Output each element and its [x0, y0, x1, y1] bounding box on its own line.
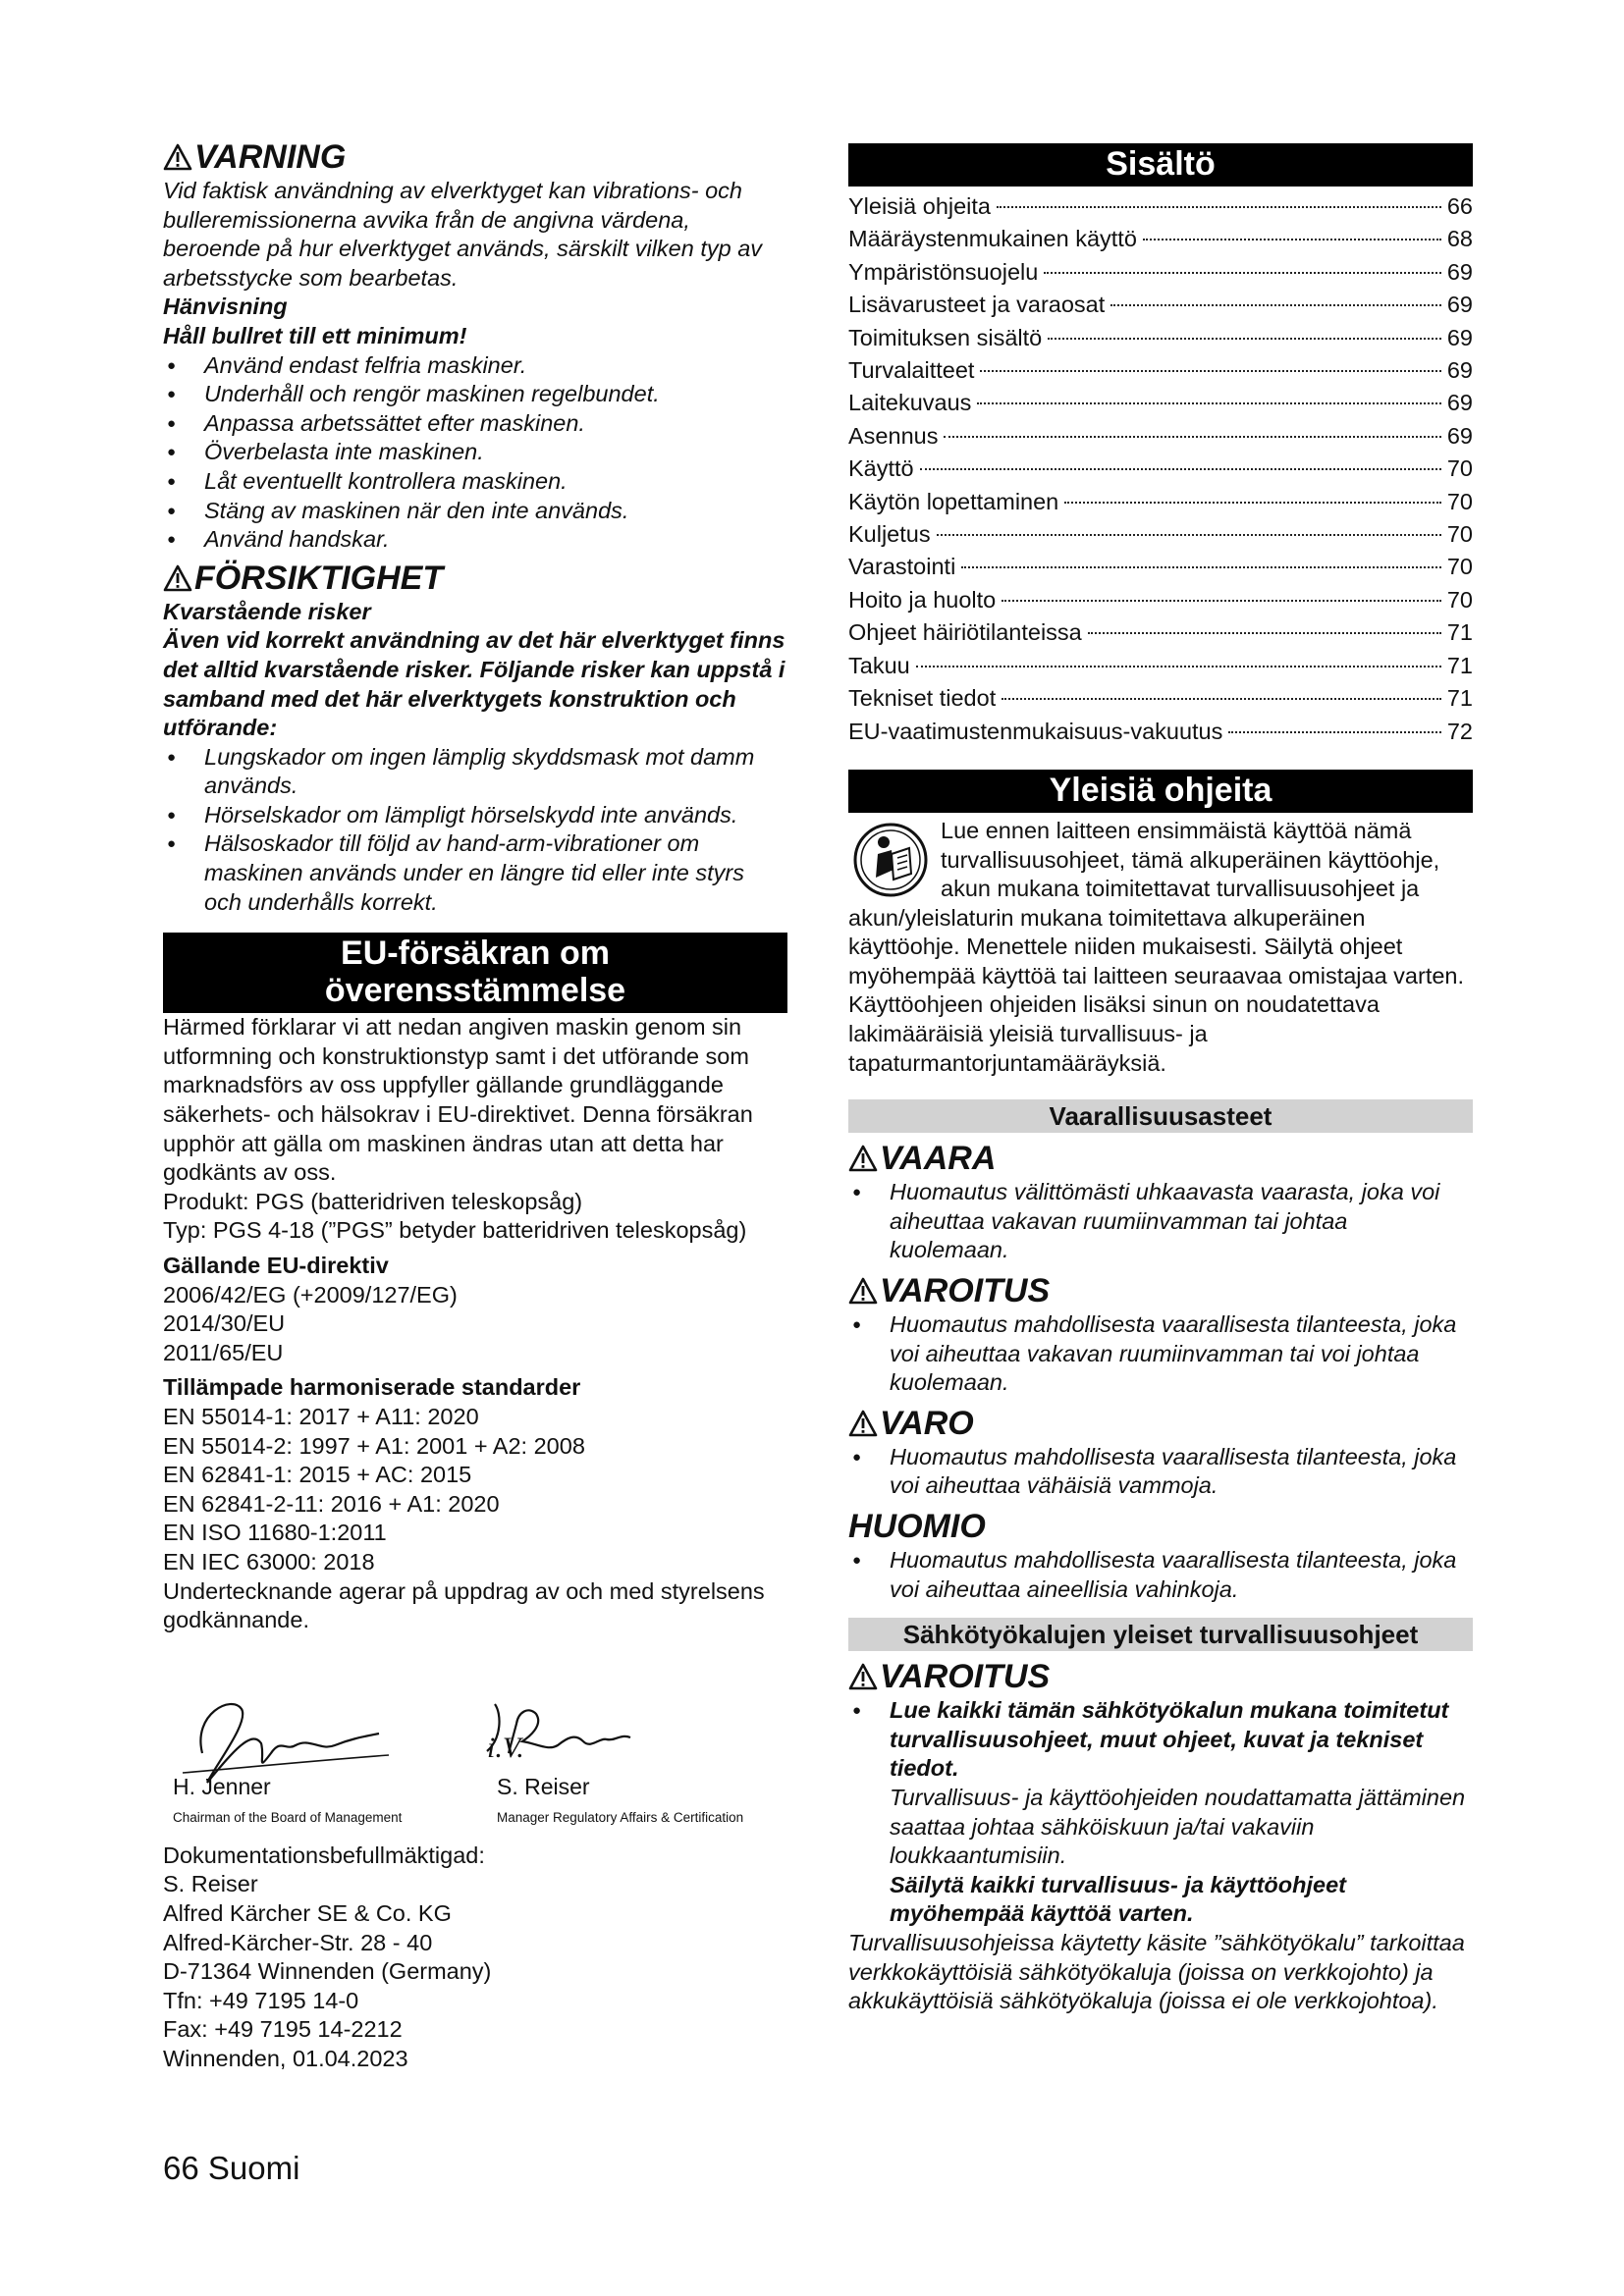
vaara-heading: VAARA [848, 1139, 1473, 1178]
eu-type: Typ: PGS 4-18 (”PGS” betyder batteridriven teleskopsåg) [163, 1217, 747, 1244]
list-item: ● Huomautus mahdollisesta vaarallisesta tilanteesta, joka voi aiheuttaa vähäisiä vammoja. [848, 1443, 1473, 1501]
general-intro: Lue ennen laitteen ensimmäistä käyttöä nämä turvallisuusohjeet, tämä alkuperäinen käyttöohje, akun mukana toimitettavat turvallisuusohjeet ja akun/yleislaturin mukana toimitettava alkuperäinen käyttöohje. Menettele niiden mukaisesti. Säilytä ohjeet myöhempää käyttöä tai laitteen seuraavaa omistajaa varten. [848, 817, 1465, 988]
toc-row[interactable]: Käytön lopettaminen 70 [848, 488, 1473, 514]
standards-label: Tillämpade harmoniserade standarder [163, 1374, 581, 1401]
list-item: ● Låt eventuellt kontrollera maskinen. [163, 467, 787, 497]
standard-item: EN 55014-1: 2017 + A11: 2020 [163, 1403, 479, 1429]
eu-product: Produkt: PGS (batteridriven teleskopsåg) [163, 1188, 583, 1214]
doc-line: Winnenden, 01.04.2023 [163, 2045, 408, 2071]
right-column [848, 143, 1473, 2016]
signer1-role: Chairman of the Board of Management [173, 1809, 403, 1825]
toc-row[interactable]: Varastointi 70 [848, 554, 1473, 580]
doc-line: Alfred Kärcher SE & Co. KG [163, 1899, 452, 1926]
toc-row[interactable]: Kuljetus 70 [848, 521, 1473, 548]
page-footer [163, 2150, 299, 2187]
toc-row[interactable]: Laitekuvaus 69 [848, 390, 1473, 416]
list-item: ● Använd endast felfria maskiner. [163, 351, 787, 381]
doc-line: Alfred-Kärcher-Str. 28 - 40 [163, 1929, 433, 1955]
standard-item: EN 55014-2: 1997 + A1: 2001 + A2: 2008 [163, 1432, 585, 1459]
signers-note: Undertecknande agerar på uppdrag av och med styrelsens godkännande. [163, 1577, 765, 1633]
directives-label: Gällande EU-direktiv [163, 1253, 389, 1278]
standard-item: EN IEC 63000: 2018 [163, 1548, 375, 1575]
varo-heading: VARO [848, 1404, 1473, 1443]
signer1-name: H. Jenner [173, 1773, 271, 1799]
list-item: ● Huomautus mahdollisesta vaarallisesta tilanteesta, joka voi aiheuttaa aineellisia vahinkoja. [848, 1546, 1473, 1604]
list-item: ● Huomautus välittömästi uhkaavasta vaarasta, joka voi aiheuttaa vakavan ruumiinvamman tai johtaa kuolemaan. [848, 1178, 1473, 1265]
doc-line: Tfn: +49 7195 14-0 [163, 1987, 359, 2013]
eu-declaration-title: EU-försäkran om överensstämmelse [163, 933, 787, 1013]
toc-title: Sisältö [848, 143, 1473, 187]
kvarstaende-emph: Även vid korrekt användning av det här elverktyget finns det alltid kvarstående risker. Följande risker kan uppstå i samband med det här elverktygets konstruktion och utförande: [163, 627, 785, 741]
warning-icon [848, 1410, 878, 1437]
forsiktighet-list [163, 743, 787, 918]
power-list [848, 1696, 1473, 1929]
hazard-levels-title: Vaarallisuusasteet [848, 1099, 1473, 1133]
standard-item: EN ISO 11680-1:2011 [163, 1520, 387, 1546]
list-item: ● Lungskador om ingen lämplig skyddsmask mot damm används. [163, 743, 787, 801]
directive-item: 2006/42/EG (+2009/127/EG) [163, 1281, 458, 1308]
hanvisning-label: Hänvisning [163, 294, 288, 320]
toc-row[interactable]: Määräystenmukainen käyttö 68 [848, 226, 1473, 252]
signature-graphic [163, 1635, 787, 1832]
doc-line: Dokumentationsbefullmäktigad: [163, 1842, 485, 1868]
toc-row[interactable]: Takuu 71 [848, 652, 1473, 678]
toc-row[interactable]: Käyttö 70 [848, 455, 1473, 482]
standard-item: EN 62841-1: 2015 + AC: 2015 [163, 1462, 472, 1488]
power-varoitus-heading: VAROITUS [848, 1657, 1473, 1696]
varo-list [848, 1443, 1473, 1501]
list-item: ● Huomautus mahdollisesta vaarallisesta tilanteesta, joka voi aiheuttaa vakavan ruumiinvamman tai voi johtaa kuolemaan. [848, 1310, 1473, 1398]
svg-text:i.V.: i.V. [487, 1731, 524, 1764]
jenner-signature [200, 1704, 379, 1783]
list-item: ● Använd handskar. [163, 525, 787, 555]
signer2-name: S. Reiser [497, 1773, 590, 1799]
list-item: ● Stäng av maskinen när den inte används. [163, 497, 787, 526]
varning-list [163, 351, 787, 555]
huomio-heading: HUOMIO [848, 1508, 986, 1545]
general-title: Yleisiä ohjeita [848, 770, 1473, 813]
varoitus-heading: VAROITUS [848, 1271, 1473, 1310]
warning-icon [848, 1277, 878, 1305]
warning-icon [163, 564, 192, 592]
toc-row[interactable]: Hoito ja huolto 70 [848, 586, 1473, 613]
general-intro-block [848, 817, 1473, 991]
read-manual-icon [848, 821, 933, 899]
toc-row[interactable]: Ympäristönsuojelu 69 [848, 258, 1473, 285]
list-item: ● Anpassa arbetssättet efter maskinen. [163, 409, 787, 439]
page-number: 66 [163, 2150, 199, 2186]
warning-icon [163, 143, 192, 171]
doc-line: D-71364 Winnenden (Germany) [163, 1958, 492, 1985]
toc-row[interactable]: Tekniset tiedot 71 [848, 685, 1473, 712]
huomio-list [848, 1546, 1473, 1604]
toc-row[interactable]: Ohjeet häiriötilanteissa 71 [848, 619, 1473, 646]
signature-block [163, 1635, 787, 1832]
warning-icon [848, 1663, 878, 1690]
directive-item: 2014/30/EU [163, 1310, 286, 1337]
toc-row[interactable]: EU-vaatimustenmukaisuus-vakuutus 72 [848, 718, 1473, 744]
left-column [163, 137, 787, 2073]
table-of-contents [848, 190, 1473, 748]
eu-body: Härmed förklarar vi att nedan angiven maskin genom sin utformning och konstruktionstyp samt i det utförande som marknadsförs av oss uppfyller gällande grundläggande säkerhets- och hälsokrav i EU-direktivet. Denna försäkran upphör att gälla om maskinen ändras utan att detta har godkänts av oss. [163, 1014, 753, 1186]
toc-row[interactable]: Toimituksen sisältö 69 [848, 324, 1473, 350]
list-item: ● Hälsoskador till följd av hand-arm-vibrationer om maskinen används under en längre tid eller inte styrs och underhålls korrekt. [163, 829, 787, 917]
toc-row[interactable]: Lisävarusteet ja varaosat 69 [848, 292, 1473, 318]
kvarstaende-label: Kvarstående risker [163, 598, 371, 624]
doc-line: Fax: +49 7195 14-2212 [163, 2016, 403, 2043]
directive-item: 2011/65/EU [163, 1339, 284, 1365]
list-item: ● Överbelasta inte maskinen. [163, 438, 787, 467]
toc-row[interactable]: Turvalaitteet 69 [848, 357, 1473, 384]
general-extra: Käyttöohjeen ohjeiden lisäksi sinun on noudatettava lakimääräisiä yleisiä turvallisuus- ja tapaturmantorjuntamääräyksiä. [848, 991, 1380, 1076]
varoitus-list [848, 1310, 1473, 1398]
standard-item: EN 62841-2-11: 2016 + A1: 2020 [163, 1490, 500, 1517]
varning-heading: VARNING [163, 137, 787, 177]
varning-body: Vid faktisk användning av elverktyget kan vibrations- och bulleremissionerna avvika från de angivna värdena, beroende på hur elverktyget används, särskilt vilken typ av arbetsstycke som bearbetas. [163, 178, 763, 291]
forsiktighet-heading: FÖRSIKTIGHET [163, 559, 787, 598]
hanvisning-emph: Håll bullret till ett minimum! [163, 322, 467, 348]
signer2-role: Manager Regulatory Affairs & Certification [497, 1809, 744, 1825]
page-language: Suomi [207, 2150, 300, 2186]
doc-line: S. Reiser [163, 1871, 258, 1897]
vaara-list [848, 1178, 1473, 1265]
toc-row[interactable]: Asennus 69 [848, 422, 1473, 449]
power-tools-title: Sähkötyökalujen yleiset turvallisuusohjeet [848, 1618, 1473, 1651]
power-term: Turvallisuusohjeissa käytetty käsite ”sähkötyökalu” tarkoittaa verkkokäyttöisiä sähkötyökaluja (joissa on verkkojohto) ja akkukäyttöisiä sähkötyökaluja (joissa ei ole verkkojohtoa). [848, 1929, 1465, 2014]
toc-row[interactable]: Yleisiä ohjeita 66 [848, 193, 1473, 219]
list-item: ● Hörselskador om lämpligt hörselskydd inte används. [163, 801, 787, 830]
warning-icon [848, 1145, 878, 1172]
list-item: ● Underhåll och rengör maskinen regelbundet. [163, 380, 787, 409]
list-item: ● Lue kaikki tämän sähkötyökalun mukana toimitetut turvallisuusohjeet, muut ohjeet, kuvat ja tekniset tiedot. Turvallisuus- ja käyttöohjeiden noudattamatta jättäminen saattaa johtaa sähköiskuun ja/tai vakaviin loukkaantumisiin. Säilytä kaikki turvallisuus- ja käyttöohjeet myöhempää käyttöä varten. [848, 1696, 1473, 1929]
